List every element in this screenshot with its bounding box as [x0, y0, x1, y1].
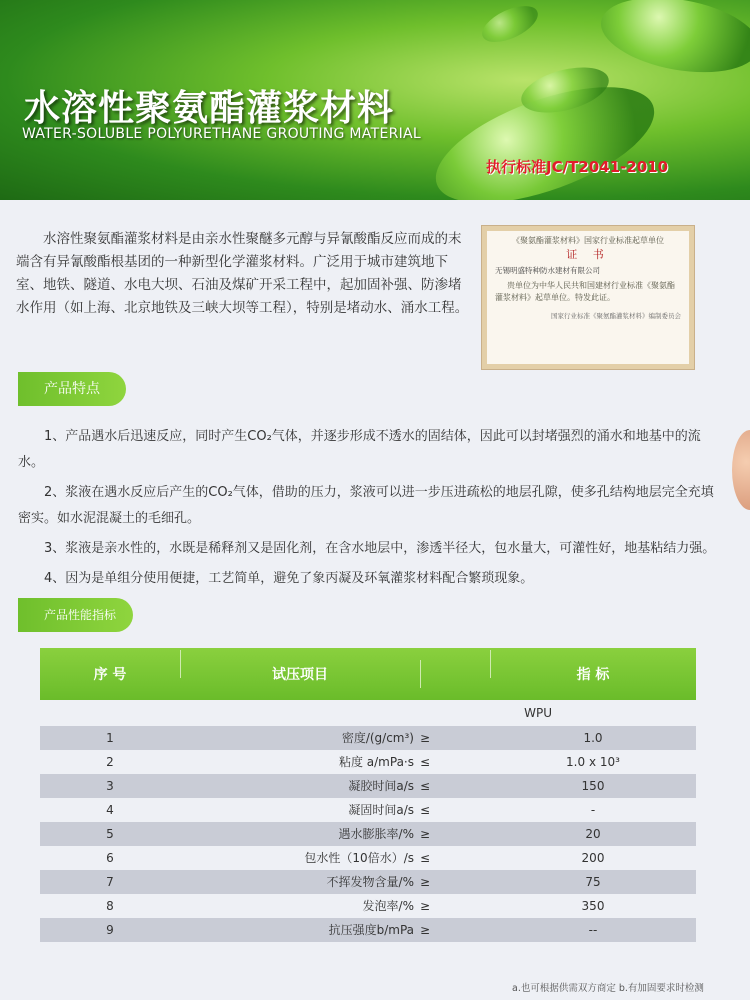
cell-value: 75 [585, 875, 601, 889]
cell-no: 8 [106, 899, 114, 913]
cell-op: ≤ [420, 779, 431, 793]
features-section-tag: 产品特点 [18, 372, 126, 406]
cell-no: 3 [106, 779, 114, 793]
table-row [40, 798, 696, 822]
cell-value: - [590, 803, 596, 817]
table-header [40, 648, 696, 700]
certificate-company: 无锡明盛特种防水建材有限公司 [495, 266, 600, 275]
leaf-drop-decoration [595, 0, 750, 83]
cell-value: 20 [585, 827, 601, 841]
feature-item: 1、产品遇水后迅速反应，同时产生CO₂气体，并逐步形成不透水的固结体，因此可以封堵强烈的涌水和地基中的流水。 [18, 429, 701, 470]
cell-op: ≥ [420, 923, 431, 937]
features-list [18, 424, 718, 596]
feature-item: 2、浆液在遇水反应后产生的CO₂气体，借助的压力，浆液可以进一步压进疏松的地层孔隙，使多孔结构地层完全充填密实。如水泥混凝土的毛细孔。 [18, 485, 714, 526]
cell-op: ≥ [420, 827, 431, 841]
cell-value: 150 [581, 779, 605, 793]
table-row [40, 918, 696, 942]
cell-item: 抗压强度b/mPa [328, 923, 414, 937]
table-row [40, 894, 696, 918]
cell-op: ≥ [420, 875, 431, 889]
finger-decoration [732, 430, 750, 510]
header-no: 序 号 [93, 667, 127, 683]
specs-table [40, 648, 696, 942]
cell-value: 1.0 [583, 731, 603, 745]
product-code: WPU [524, 706, 552, 720]
cell-op: ≥ [420, 899, 431, 913]
cell-no: 6 [106, 851, 114, 865]
page-subtitle: WATER-SOLUBLE POLYURETHANE GROUTING MATERIAL [22, 126, 422, 142]
header-value: 指 标 [490, 664, 696, 684]
cell-no: 5 [106, 827, 114, 841]
cell-value: 200 [581, 851, 605, 865]
cell-value: 1.0 x 10³ [566, 755, 620, 769]
cell-item: 遇水膨胀率/% [338, 827, 414, 841]
cell-item: 密度/(g/cm³) [341, 731, 414, 745]
certificate-body: 贵单位为中华人民共和国建材行业标准《聚氨酯灌浆材料》起草单位。特发此证。 [495, 281, 675, 302]
cell-no: 2 [106, 755, 114, 769]
feature-item: 3、浆液是亲水性的，水既是稀释剂又是固化剂，在含水地层中，渗透半径大，包水量大，可灌性好，地基粘结力强。 [44, 541, 716, 556]
table-row [40, 846, 696, 870]
cell-op: ≤ [420, 851, 431, 865]
cell-no: 7 [106, 875, 114, 889]
cell-value: -- [588, 923, 598, 937]
cell-op: ≤ [420, 803, 431, 817]
certificate-footer: 国家行业标准《聚氨酯灌浆材料》编制委员会 [551, 312, 681, 320]
cell-item: 不挥发物含量/% [326, 875, 414, 889]
table-row [40, 822, 696, 846]
cell-no: 9 [106, 923, 114, 937]
cell-item: 凝胶时间a/s [348, 779, 414, 793]
table-footnote: a.也可根据供需双方商定 b.有加固要求时检测 [512, 983, 704, 994]
cell-item: 凝固时间a/s [348, 803, 414, 817]
table-row [40, 774, 696, 798]
cell-item: 粘度 a/mPa·s [338, 755, 414, 769]
page-title: 水溶性聚氨酯灌浆材料 [24, 88, 395, 129]
cell-item: 发泡率/% [362, 899, 414, 913]
cell-item: 包水性（10倍水）/s [304, 851, 414, 865]
table-row [40, 726, 696, 750]
cell-value: 350 [581, 899, 605, 913]
cell-no: 1 [106, 731, 114, 745]
cell-op: ≤ [420, 755, 431, 769]
intro-paragraph: 水溶性聚氨酯灌浆材料是由亲水性聚醚多元醇与异氰酸酯反应而成的末端含有异氰酸酯根基团的一种新型化学灌浆材料。广泛用于城市建筑地下室、地铁、隧道、水电大坝、石油及煤矿开采工程中，起加固补强、防渗堵水作用（如上海、北京地铁及三峡大坝等工程），特别是堵动水、涌水工程。 [16, 231, 469, 316]
certificate-image [482, 226, 694, 369]
certificate-title: 证 书 [566, 248, 610, 261]
cell-op: ≥ [420, 731, 431, 745]
feature-item: 4、因为是单组分使用便捷，工艺简单，避免了象丙凝及环氧灌浆材料配合繁琐现象。 [44, 571, 534, 586]
certificate-top: 《聚氨酯灌浆材料》国家行业标准起草单位 [512, 236, 664, 245]
specs-section-tag: 产品性能指标 [18, 598, 133, 632]
header-banner [0, 0, 750, 200]
table-body [40, 726, 696, 942]
header-item: 试压项目 [180, 664, 420, 684]
cell-no: 4 [106, 803, 114, 817]
table-row [40, 870, 696, 894]
standard-label: 执行标准JC/T2041-2010 [486, 158, 669, 176]
leaf-drop-decoration [477, 0, 543, 49]
table-row [40, 750, 696, 774]
